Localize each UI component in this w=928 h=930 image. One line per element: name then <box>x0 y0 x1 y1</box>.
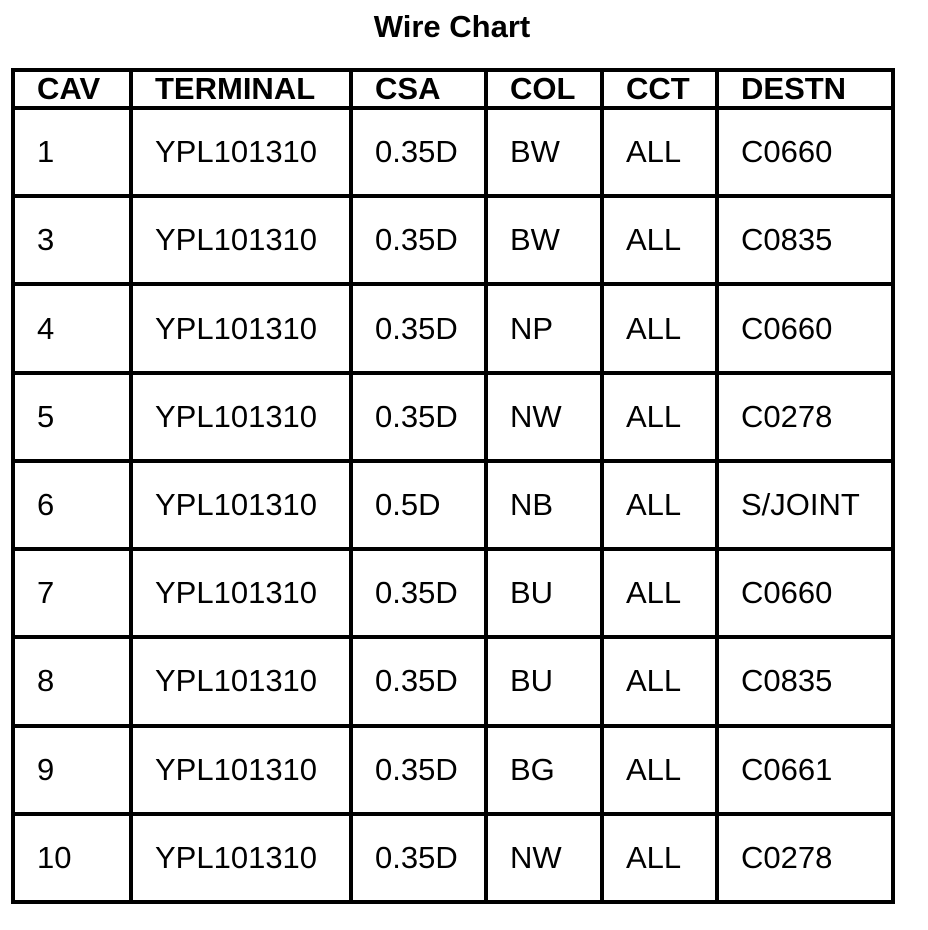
csa-cell: 0.35D <box>351 196 486 284</box>
terminal-cell: YPL101310 <box>131 637 351 725</box>
destn-cell: C0835 <box>717 637 893 725</box>
csa-cell: 0.35D <box>351 284 486 372</box>
table-row <box>13 284 893 372</box>
header-csa: CSA <box>351 70 486 108</box>
destn-cell: C0278 <box>717 814 893 902</box>
terminal-cell: YPL101310 <box>131 814 351 902</box>
chart-title: Wire Chart <box>373 9 531 44</box>
csa-cell: 0.35D <box>351 549 486 637</box>
cct-cell: ALL <box>602 461 717 549</box>
cct-cell: ALL <box>602 549 717 637</box>
col-cell: NW <box>486 814 602 902</box>
cct-cell: ALL <box>602 284 717 372</box>
cav-cell: 9 <box>13 726 131 814</box>
table-row <box>13 637 893 725</box>
cav-cell: 10 <box>13 814 131 902</box>
header-col: COL <box>486 70 602 108</box>
cav-cell: 1 <box>13 108 131 196</box>
table-row <box>13 373 893 461</box>
csa-cell: 0.35D <box>351 726 486 814</box>
col-cell: BU <box>486 549 602 637</box>
table-row <box>13 549 893 637</box>
csa-cell: 0.5D <box>351 461 486 549</box>
table-row <box>13 108 893 196</box>
cav-cell: 8 <box>13 637 131 725</box>
cct-cell: ALL <box>602 196 717 284</box>
cav-cell: 7 <box>13 549 131 637</box>
cct-cell: ALL <box>602 108 717 196</box>
col-cell: BU <box>486 637 602 725</box>
cav-cell: 3 <box>13 196 131 284</box>
terminal-cell: YPL101310 <box>131 726 351 814</box>
csa-cell: 0.35D <box>351 637 486 725</box>
terminal-cell: YPL101310 <box>131 284 351 372</box>
destn-cell: S/JOINT <box>717 461 893 549</box>
col-cell: BW <box>486 108 602 196</box>
table-row <box>13 726 893 814</box>
destn-cell: C0835 <box>717 196 893 284</box>
table-row <box>13 196 893 284</box>
header-destn: DESTN <box>717 70 893 108</box>
cct-cell: ALL <box>602 373 717 461</box>
destn-cell: C0661 <box>717 726 893 814</box>
cav-cell: 4 <box>13 284 131 372</box>
cct-cell: ALL <box>602 637 717 725</box>
table-row <box>13 461 893 549</box>
terminal-cell: YPL101310 <box>131 373 351 461</box>
terminal-cell: YPL101310 <box>131 108 351 196</box>
table-row <box>13 814 893 902</box>
header-row <box>13 70 893 108</box>
header-terminal: TERMINAL <box>131 70 351 108</box>
cct-cell: ALL <box>602 814 717 902</box>
destn-cell: C0278 <box>717 373 893 461</box>
destn-cell: C0660 <box>717 549 893 637</box>
terminal-cell: YPL101310 <box>131 461 351 549</box>
csa-cell: 0.35D <box>351 814 486 902</box>
col-cell: NW <box>486 373 602 461</box>
col-cell: BG <box>486 726 602 814</box>
wire-chart-table <box>11 68 895 904</box>
csa-cell: 0.35D <box>351 373 486 461</box>
csa-cell: 0.35D <box>351 108 486 196</box>
cav-cell: 5 <box>13 373 131 461</box>
destn-cell: C0660 <box>717 284 893 372</box>
col-cell: NB <box>486 461 602 549</box>
destn-cell: C0660 <box>717 108 893 196</box>
cav-cell: 6 <box>13 461 131 549</box>
col-cell: NP <box>486 284 602 372</box>
header-cav: CAV <box>13 70 131 108</box>
col-cell: BW <box>486 196 602 284</box>
terminal-cell: YPL101310 <box>131 196 351 284</box>
header-cct: CCT <box>602 70 717 108</box>
terminal-cell: YPL101310 <box>131 549 351 637</box>
cct-cell: ALL <box>602 726 717 814</box>
